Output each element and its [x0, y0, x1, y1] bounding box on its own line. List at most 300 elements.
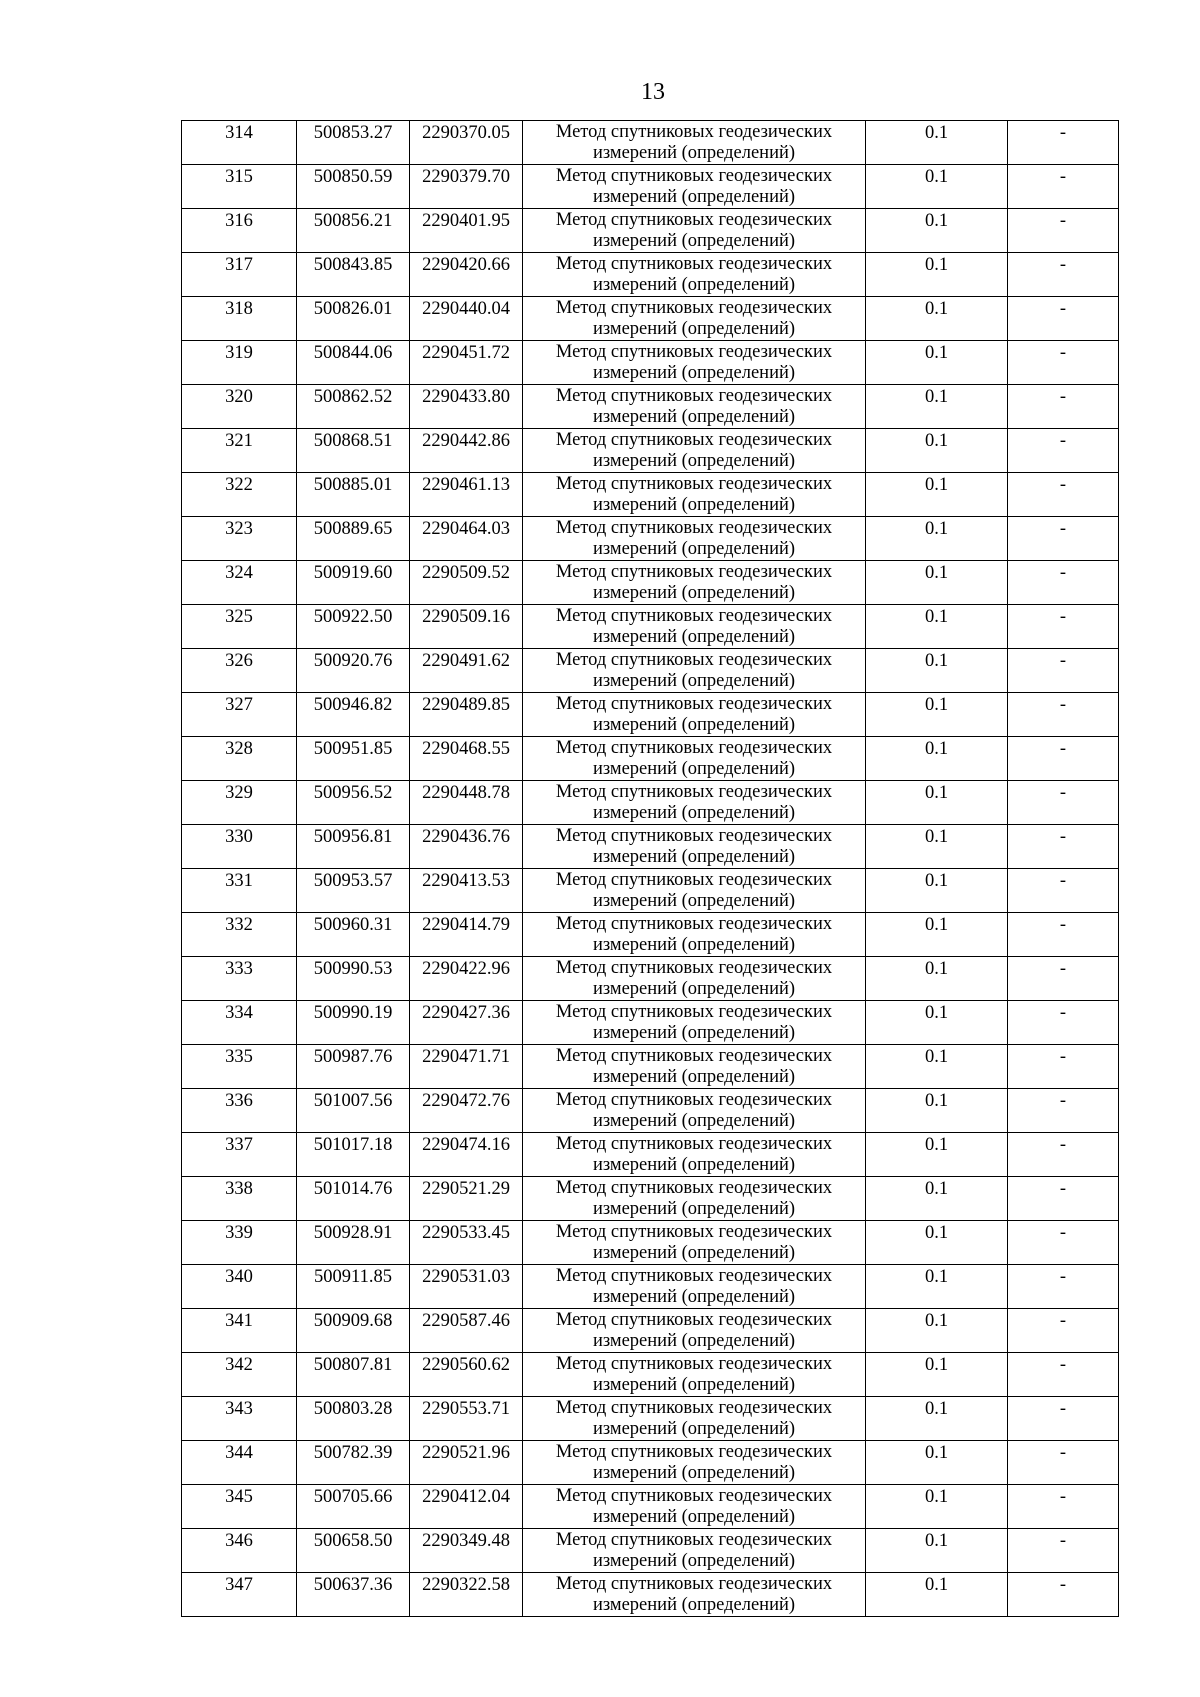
- description-cell: -: [1008, 781, 1119, 825]
- method-cell: [523, 1573, 866, 1617]
- description-cell: -: [1008, 1221, 1119, 1265]
- method-line-1: Метод спутниковых геодезических: [555, 1002, 833, 1022]
- method-line-1: Метод спутниковых геодезических: [555, 1222, 833, 1242]
- x-coordinate-cell: 500956.81: [297, 825, 410, 869]
- method-line-1: Метод спутниковых геодезических: [555, 958, 833, 978]
- method-line-2: измерений (определений): [592, 1111, 796, 1131]
- point-number-cell: 319: [182, 341, 297, 385]
- point-number-cell: 328: [182, 737, 297, 781]
- description-cell: -: [1008, 297, 1119, 341]
- y-coordinate-cell: 2290509.52: [410, 561, 523, 605]
- y-coordinate-cell: 2290509.16: [410, 605, 523, 649]
- description-cell: -: [1008, 1353, 1119, 1397]
- accuracy-cell: 0.1: [866, 1177, 1008, 1221]
- table-row: [182, 1089, 1119, 1133]
- method-line-2: измерений (определений): [592, 143, 796, 163]
- description-cell: -: [1008, 517, 1119, 561]
- x-coordinate-cell: 500922.50: [297, 605, 410, 649]
- accuracy-cell: 0.1: [866, 1309, 1008, 1353]
- method-line-2: измерений (определений): [592, 1595, 796, 1615]
- method-line-2: измерений (определений): [592, 319, 796, 339]
- accuracy-cell: 0.1: [866, 121, 1008, 165]
- y-coordinate-cell: 2290464.03: [410, 517, 523, 561]
- method-line-1: Метод спутниковых геодезических: [555, 1530, 833, 1550]
- method-line-2: измерений (определений): [592, 1287, 796, 1307]
- x-coordinate-cell: 500990.53: [297, 957, 410, 1001]
- point-number-cell: 336: [182, 1089, 297, 1133]
- method-cell: [523, 1177, 866, 1221]
- description-cell: -: [1008, 737, 1119, 781]
- method-cell: [523, 649, 866, 693]
- method-cell: [523, 561, 866, 605]
- method-line-1: Метод спутниковых геодезических: [555, 298, 833, 318]
- x-coordinate-cell: 500909.68: [297, 1309, 410, 1353]
- table-row: [182, 781, 1119, 825]
- description-cell: -: [1008, 957, 1119, 1001]
- method-line-2: измерений (определений): [592, 1155, 796, 1175]
- accuracy-cell: 0.1: [866, 781, 1008, 825]
- method-line-1: Метод спутниковых геодезических: [555, 1398, 833, 1418]
- accuracy-cell: 0.1: [866, 605, 1008, 649]
- accuracy-cell: 0.1: [866, 1265, 1008, 1309]
- y-coordinate-cell: 2290521.29: [410, 1177, 523, 1221]
- point-number-cell: 340: [182, 1265, 297, 1309]
- x-coordinate-cell: 500862.52: [297, 385, 410, 429]
- x-coordinate-cell: 500637.36: [297, 1573, 410, 1617]
- x-coordinate-cell: 500856.21: [297, 209, 410, 253]
- description-cell: -: [1008, 1441, 1119, 1485]
- point-number-cell: 316: [182, 209, 297, 253]
- table-row: [182, 429, 1119, 473]
- method-cell: [523, 781, 866, 825]
- accuracy-cell: 0.1: [866, 385, 1008, 429]
- point-number-cell: 321: [182, 429, 297, 473]
- table-row: [182, 165, 1119, 209]
- point-number-cell: 331: [182, 869, 297, 913]
- point-number-cell: 332: [182, 913, 297, 957]
- accuracy-cell: 0.1: [866, 737, 1008, 781]
- x-coordinate-cell: 500705.66: [297, 1485, 410, 1529]
- method-cell: [523, 121, 866, 165]
- description-cell: -: [1008, 693, 1119, 737]
- method-line-1: Метод спутниковых геодезических: [555, 606, 833, 626]
- x-coordinate-cell: 500928.91: [297, 1221, 410, 1265]
- table-row: [182, 1265, 1119, 1309]
- method-cell: [523, 1045, 866, 1089]
- description-cell: -: [1008, 913, 1119, 957]
- method-cell: [523, 1265, 866, 1309]
- y-coordinate-cell: 2290521.96: [410, 1441, 523, 1485]
- table-row: [182, 913, 1119, 957]
- table-row: [182, 253, 1119, 297]
- method-cell: [523, 1441, 866, 1485]
- method-line-1: Метод спутниковых геодезических: [555, 870, 833, 890]
- point-number-cell: 327: [182, 693, 297, 737]
- method-line-1: Метод спутниковых геодезических: [555, 430, 833, 450]
- point-number-cell: 338: [182, 1177, 297, 1221]
- point-number-cell: 326: [182, 649, 297, 693]
- accuracy-cell: 0.1: [866, 297, 1008, 341]
- point-number-cell: 318: [182, 297, 297, 341]
- method-line-2: измерений (определений): [592, 715, 796, 735]
- x-coordinate-cell: 501017.18: [297, 1133, 410, 1177]
- point-number-cell: 337: [182, 1133, 297, 1177]
- x-coordinate-cell: 500844.06: [297, 341, 410, 385]
- description-cell: -: [1008, 1529, 1119, 1573]
- table-row: [182, 737, 1119, 781]
- x-coordinate-cell: 500953.57: [297, 869, 410, 913]
- method-cell: [523, 165, 866, 209]
- method-line-1: Метод спутниковых геодезических: [555, 474, 833, 494]
- accuracy-cell: 0.1: [866, 1221, 1008, 1265]
- method-cell: [523, 957, 866, 1001]
- method-line-2: измерений (определений): [592, 275, 796, 295]
- accuracy-cell: 0.1: [866, 341, 1008, 385]
- y-coordinate-cell: 2290442.86: [410, 429, 523, 473]
- method-cell: [523, 1001, 866, 1045]
- coordinates-table-body: [182, 121, 1119, 1617]
- method-cell: [523, 385, 866, 429]
- method-cell: [523, 473, 866, 517]
- table-row: [182, 385, 1119, 429]
- method-line-1: Метод спутниковых геодезических: [555, 518, 833, 538]
- accuracy-cell: 0.1: [866, 165, 1008, 209]
- y-coordinate-cell: 2290427.36: [410, 1001, 523, 1045]
- method-cell: [523, 1485, 866, 1529]
- table-row: [182, 693, 1119, 737]
- method-line-2: измерений (определений): [592, 1551, 796, 1571]
- table-row: [182, 473, 1119, 517]
- y-coordinate-cell: 2290533.45: [410, 1221, 523, 1265]
- method-cell: [523, 429, 866, 473]
- method-cell: [523, 1309, 866, 1353]
- accuracy-cell: 0.1: [866, 1353, 1008, 1397]
- method-cell: [523, 297, 866, 341]
- accuracy-cell: 0.1: [866, 1397, 1008, 1441]
- method-line-1: Метод спутниковых геодезических: [555, 1178, 833, 1198]
- description-cell: -: [1008, 1265, 1119, 1309]
- y-coordinate-cell: 2290420.66: [410, 253, 523, 297]
- y-coordinate-cell: 2290412.04: [410, 1485, 523, 1529]
- description-cell: -: [1008, 341, 1119, 385]
- x-coordinate-cell: 500946.82: [297, 693, 410, 737]
- y-coordinate-cell: 2290587.46: [410, 1309, 523, 1353]
- accuracy-cell: 0.1: [866, 1001, 1008, 1045]
- x-coordinate-cell: 500987.76: [297, 1045, 410, 1089]
- table-row: [182, 209, 1119, 253]
- accuracy-cell: 0.1: [866, 649, 1008, 693]
- method-line-2: измерений (определений): [592, 407, 796, 427]
- point-number-cell: 315: [182, 165, 297, 209]
- table-row: [182, 825, 1119, 869]
- y-coordinate-cell: 2290560.62: [410, 1353, 523, 1397]
- y-coordinate-cell: 2290422.96: [410, 957, 523, 1001]
- y-coordinate-cell: 2290472.76: [410, 1089, 523, 1133]
- y-coordinate-cell: 2290474.16: [410, 1133, 523, 1177]
- method-line-2: измерений (определений): [592, 1199, 796, 1219]
- point-number-cell: 322: [182, 473, 297, 517]
- accuracy-cell: 0.1: [866, 209, 1008, 253]
- method-line-2: измерений (определений): [592, 363, 796, 383]
- accuracy-cell: 0.1: [866, 473, 1008, 517]
- method-line-2: измерений (определений): [592, 1023, 796, 1043]
- method-line-1: Метод спутниковых геодезических: [555, 254, 833, 274]
- method-line-1: Метод спутниковых геодезических: [555, 1354, 833, 1374]
- method-line-2: измерений (определений): [592, 1463, 796, 1483]
- description-cell: -: [1008, 385, 1119, 429]
- method-line-2: измерений (определений): [592, 451, 796, 471]
- table-row: [182, 341, 1119, 385]
- coordinates-table: [181, 120, 1119, 1617]
- method-line-1: Метод спутниковых геодезических: [555, 914, 833, 934]
- point-number-cell: 329: [182, 781, 297, 825]
- x-coordinate-cell: 500807.81: [297, 1353, 410, 1397]
- description-cell: -: [1008, 1045, 1119, 1089]
- y-coordinate-cell: 2290461.13: [410, 473, 523, 517]
- method-cell: [523, 913, 866, 957]
- method-line-1: Метод спутниковых геодезических: [555, 386, 833, 406]
- y-coordinate-cell: 2290471.71: [410, 1045, 523, 1089]
- description-cell: -: [1008, 1177, 1119, 1221]
- method-line-1: Метод спутниковых геодезических: [555, 122, 833, 142]
- method-cell: [523, 209, 866, 253]
- method-line-1: Метод спутниковых геодезических: [555, 782, 833, 802]
- method-line-2: измерений (определений): [592, 1507, 796, 1527]
- table-row: [182, 1397, 1119, 1441]
- accuracy-cell: 0.1: [866, 1485, 1008, 1529]
- x-coordinate-cell: 500885.01: [297, 473, 410, 517]
- method-line-1: Метод спутниковых геодезических: [555, 342, 833, 362]
- accuracy-cell: 0.1: [866, 1529, 1008, 1573]
- x-coordinate-cell: 500889.65: [297, 517, 410, 561]
- y-coordinate-cell: 2290531.03: [410, 1265, 523, 1309]
- table-row: [182, 297, 1119, 341]
- x-coordinate-cell: 500990.19: [297, 1001, 410, 1045]
- method-line-2: измерений (определений): [592, 671, 796, 691]
- method-line-2: измерений (определений): [592, 583, 796, 603]
- y-coordinate-cell: 2290468.55: [410, 737, 523, 781]
- table-row: [182, 957, 1119, 1001]
- method-line-1: Метод спутниковых геодезических: [555, 694, 833, 714]
- y-coordinate-cell: 2290414.79: [410, 913, 523, 957]
- accuracy-cell: 0.1: [866, 957, 1008, 1001]
- method-line-2: измерений (определений): [592, 539, 796, 559]
- accuracy-cell: 0.1: [866, 1089, 1008, 1133]
- table-row: [182, 1133, 1119, 1177]
- description-cell: -: [1008, 165, 1119, 209]
- description-cell: -: [1008, 1133, 1119, 1177]
- method-line-2: измерений (определений): [592, 891, 796, 911]
- method-cell: [523, 1529, 866, 1573]
- description-cell: -: [1008, 561, 1119, 605]
- accuracy-cell: 0.1: [866, 429, 1008, 473]
- point-number-cell: 347: [182, 1573, 297, 1617]
- point-number-cell: 346: [182, 1529, 297, 1573]
- point-number-cell: 317: [182, 253, 297, 297]
- method-line-2: измерений (определений): [592, 847, 796, 867]
- point-number-cell: 333: [182, 957, 297, 1001]
- x-coordinate-cell: 501007.56: [297, 1089, 410, 1133]
- description-cell: -: [1008, 253, 1119, 297]
- accuracy-cell: 0.1: [866, 517, 1008, 561]
- accuracy-cell: 0.1: [866, 1133, 1008, 1177]
- method-line-2: измерений (определений): [592, 187, 796, 207]
- accuracy-cell: 0.1: [866, 1045, 1008, 1089]
- y-coordinate-cell: 2290322.58: [410, 1573, 523, 1617]
- point-number-cell: 343: [182, 1397, 297, 1441]
- description-cell: -: [1008, 429, 1119, 473]
- y-coordinate-cell: 2290401.95: [410, 209, 523, 253]
- method-line-1: Метод спутниковых геодезических: [555, 826, 833, 846]
- x-coordinate-cell: 500920.76: [297, 649, 410, 693]
- method-line-2: измерений (определений): [592, 1243, 796, 1263]
- method-cell: [523, 869, 866, 913]
- description-cell: -: [1008, 121, 1119, 165]
- description-cell: -: [1008, 473, 1119, 517]
- point-number-cell: 325: [182, 605, 297, 649]
- y-coordinate-cell: 2290553.71: [410, 1397, 523, 1441]
- method-line-2: измерений (определений): [592, 803, 796, 823]
- method-line-1: Метод спутниковых геодезических: [555, 1442, 833, 1462]
- x-coordinate-cell: 500868.51: [297, 429, 410, 473]
- method-line-1: Метод спутниковых геодезических: [555, 1134, 833, 1154]
- method-cell: [523, 253, 866, 297]
- x-coordinate-cell: 500843.85: [297, 253, 410, 297]
- description-cell: -: [1008, 869, 1119, 913]
- point-number-cell: 323: [182, 517, 297, 561]
- method-cell: [523, 1397, 866, 1441]
- method-line-2: измерений (определений): [592, 231, 796, 251]
- method-line-1: Метод спутниковых геодезических: [555, 1310, 833, 1330]
- point-number-cell: 330: [182, 825, 297, 869]
- accuracy-cell: 0.1: [866, 869, 1008, 913]
- description-cell: -: [1008, 1001, 1119, 1045]
- point-number-cell: 339: [182, 1221, 297, 1265]
- y-coordinate-cell: 2290413.53: [410, 869, 523, 913]
- x-coordinate-cell: 500919.60: [297, 561, 410, 605]
- table-row: [182, 1485, 1119, 1529]
- method-line-1: Метод спутниковых геодезических: [555, 1046, 833, 1066]
- y-coordinate-cell: 2290349.48: [410, 1529, 523, 1573]
- method-cell: [523, 1133, 866, 1177]
- point-number-cell: 324: [182, 561, 297, 605]
- method-cell: [523, 605, 866, 649]
- y-coordinate-cell: 2290440.04: [410, 297, 523, 341]
- table-row: [182, 561, 1119, 605]
- method-cell: [523, 341, 866, 385]
- description-cell: -: [1008, 209, 1119, 253]
- description-cell: -: [1008, 825, 1119, 869]
- method-cell: [523, 693, 866, 737]
- x-coordinate-cell: 500658.50: [297, 1529, 410, 1573]
- method-line-2: измерений (определений): [592, 1375, 796, 1395]
- table-row: [182, 1045, 1119, 1089]
- method-line-1: Метод спутниковых геодезических: [555, 650, 833, 670]
- description-cell: -: [1008, 605, 1119, 649]
- table-row: [182, 517, 1119, 561]
- method-line-2: измерений (определений): [592, 1331, 796, 1351]
- method-cell: [523, 737, 866, 781]
- table-row: [182, 1001, 1119, 1045]
- method-line-2: измерений (определений): [592, 759, 796, 779]
- x-coordinate-cell: 500951.85: [297, 737, 410, 781]
- method-cell: [523, 1221, 866, 1265]
- method-line-2: измерений (определений): [592, 1419, 796, 1439]
- x-coordinate-cell: 500850.59: [297, 165, 410, 209]
- description-cell: -: [1008, 1573, 1119, 1617]
- x-coordinate-cell: 501014.76: [297, 1177, 410, 1221]
- x-coordinate-cell: 500956.52: [297, 781, 410, 825]
- table-row: [182, 1529, 1119, 1573]
- y-coordinate-cell: 2290370.05: [410, 121, 523, 165]
- x-coordinate-cell: 500803.28: [297, 1397, 410, 1441]
- y-coordinate-cell: 2290436.76: [410, 825, 523, 869]
- method-cell: [523, 1089, 866, 1133]
- accuracy-cell: 0.1: [866, 693, 1008, 737]
- method-cell: [523, 1353, 866, 1397]
- method-line-1: Метод спутниковых геодезических: [555, 1266, 833, 1286]
- method-line-2: измерений (определений): [592, 627, 796, 647]
- point-number-cell: 314: [182, 121, 297, 165]
- method-line-1: Метод спутниковых геодезических: [555, 562, 833, 582]
- method-line-1: Метод спутниковых геодезических: [555, 1574, 833, 1594]
- description-cell: -: [1008, 1309, 1119, 1353]
- page-number: 13: [641, 79, 665, 105]
- description-cell: -: [1008, 649, 1119, 693]
- point-number-cell: 341: [182, 1309, 297, 1353]
- x-coordinate-cell: 500911.85: [297, 1265, 410, 1309]
- description-cell: -: [1008, 1485, 1119, 1529]
- y-coordinate-cell: 2290491.62: [410, 649, 523, 693]
- x-coordinate-cell: 500960.31: [297, 913, 410, 957]
- point-number-cell: 342: [182, 1353, 297, 1397]
- x-coordinate-cell: 500782.39: [297, 1441, 410, 1485]
- method-line-1: Метод спутниковых геодезических: [555, 1090, 833, 1110]
- table-row: [182, 605, 1119, 649]
- accuracy-cell: 0.1: [866, 561, 1008, 605]
- accuracy-cell: 0.1: [866, 1441, 1008, 1485]
- method-line-1: Метод спутниковых геодезических: [555, 1486, 833, 1506]
- accuracy-cell: 0.1: [866, 1573, 1008, 1617]
- accuracy-cell: 0.1: [866, 825, 1008, 869]
- y-coordinate-cell: 2290489.85: [410, 693, 523, 737]
- point-number-cell: 344: [182, 1441, 297, 1485]
- y-coordinate-cell: 2290379.70: [410, 165, 523, 209]
- x-coordinate-cell: 500826.01: [297, 297, 410, 341]
- point-number-cell: 334: [182, 1001, 297, 1045]
- y-coordinate-cell: 2290451.72: [410, 341, 523, 385]
- y-coordinate-cell: 2290433.80: [410, 385, 523, 429]
- table-row: [182, 1441, 1119, 1485]
- point-number-cell: 320: [182, 385, 297, 429]
- table-row: [182, 649, 1119, 693]
- method-line-1: Метод спутниковых геодезических: [555, 210, 833, 230]
- table-row: [182, 1353, 1119, 1397]
- table-row: [182, 121, 1119, 165]
- table-row: [182, 1177, 1119, 1221]
- description-cell: -: [1008, 1089, 1119, 1133]
- table-row: [182, 1309, 1119, 1353]
- method-cell: [523, 517, 866, 561]
- method-line-1: Метод спутниковых геодезических: [555, 738, 833, 758]
- y-coordinate-cell: 2290448.78: [410, 781, 523, 825]
- accuracy-cell: 0.1: [866, 913, 1008, 957]
- table-row: [182, 1573, 1119, 1617]
- point-number-cell: 335: [182, 1045, 297, 1089]
- method-line-2: измерений (определений): [592, 1067, 796, 1087]
- method-line-1: Метод спутниковых геодезических: [555, 166, 833, 186]
- method-line-2: измерений (определений): [592, 495, 796, 515]
